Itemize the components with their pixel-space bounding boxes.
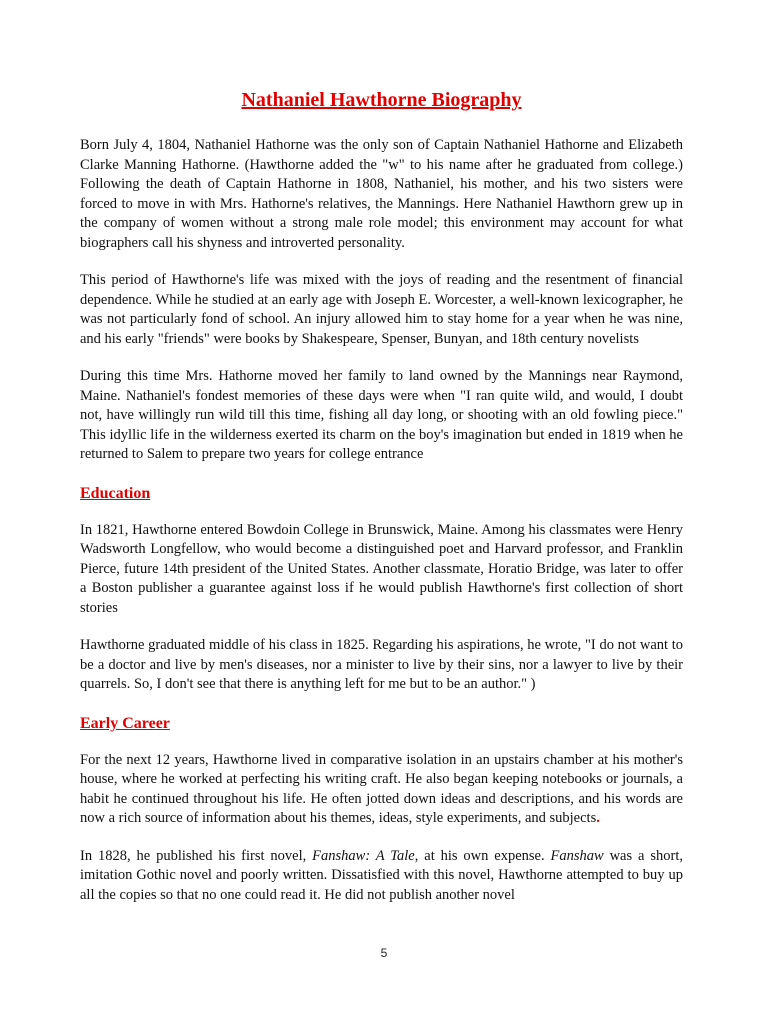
early-career-paragraph-1 [80,751,683,829]
early-career-paragraph-2-text-1: In 1828, he published his first novel, [80,847,313,864]
early-career-paragraph-2 [80,847,683,906]
intro-paragraph-2: This period of Hawthorne's life was mixed with the joys of reading and the resentment of financial dependence. While he studied at an early age with Joseph E. Worcester, a well-known lexicographer, he was not particularly fond of school. An injury allowed him to stay home for a year when he was nine, and his early "friends" were books by Shakespeare, Spenser, Bunyan, and 18th century novelists [80,272,683,347]
page-number: 5 [380,946,388,960]
novel-title-fanshaw: Fanshaw [550,847,604,864]
intro-paragraph-1: Born July 4, 1804, Nathaniel Hathorne was the only son of Captain Nathaniel Hathorne and Elizabeth Clarke Manning Hathorne. (Hawthorne added the "w" to his name after he graduated from college.) Following the death of Captain Hathorne in 1808, Nathaniel, his mother, and his two sisters were forced to move in with Mrs. Hathorne's relatives, the Mannings. Here Nathaniel Hawthorn grew up in the company of women without a strong male role model; this environment may account for what biographers call his shyness and introverted personality. [80,137,683,251]
red-period: . [596,810,600,826]
education-paragraph-1: In 1821, Hawthorne entered Bowdoin College in Brunswick, Maine. Among his classmates were Henry Wadsworth Longfellow, who would become a distinguished poet and Harvard professor, and Franklin Pierce, future 14th president of the United States. Another classmate, Horatio Bridge, was later to offer a Boston publisher a guarantee against loss if he would publish Hawthorne's first collection of short stories [80,521,683,616]
early-career-heading: Early Career [80,714,170,732]
early-career-paragraph-2-text-3: was a short, imitation Gothic novel and poorly written. Dissatisfied with this novel, Hawthorne attempted to buy up all the copies so that no one could read it. He did not publish another novel [80,847,683,903]
novel-title-fanshaw-a-tale: Fanshaw: A Tale [312,847,415,864]
early-career-paragraph-1-text: For the next 12 years, Hawthorne lived in comparative isolation in an upstairs chamber at his mother's house, where he worked at perfecting his writing craft. He also began keeping notebooks or journals, a habit he continued throughout his life. He often jotted down ideas and descriptions, and his words are now a rich source of information about his themes, ideas, style experiments, and subjects [80,751,683,826]
early-career-paragraph-2-text-2: , at his own expense. [414,847,551,864]
education-heading: Education [80,484,151,502]
education-paragraph-2: Hawthorne graduated middle of his class in 1825. Regarding his aspirations, he wrote, "I do not want to be a doctor and live by men's diseases, nor a minister to live by their sins, nor a lawyer to live by their quarrels. So, I don't see that there is anything left for me but to be an author." ) [80,637,683,692]
page-title: Nathaniel Hawthorne Biography [241,89,522,111]
intro-paragraph-3: During this time Mrs. Hathorne moved her family to land owned by the Mannings near Raymond, Maine. Nathaniel's fondest memories of these days were when "I ran quite wild, and would, I doubt not, have willingly run wild till this time, fishing all day long, or shooting with an old fowling piece." This idyllic life in the wilderness exerted its charm on the boy's imagination but ended in 1819 when he returned to Salem to prepare two years for college entrance [80,368,683,462]
